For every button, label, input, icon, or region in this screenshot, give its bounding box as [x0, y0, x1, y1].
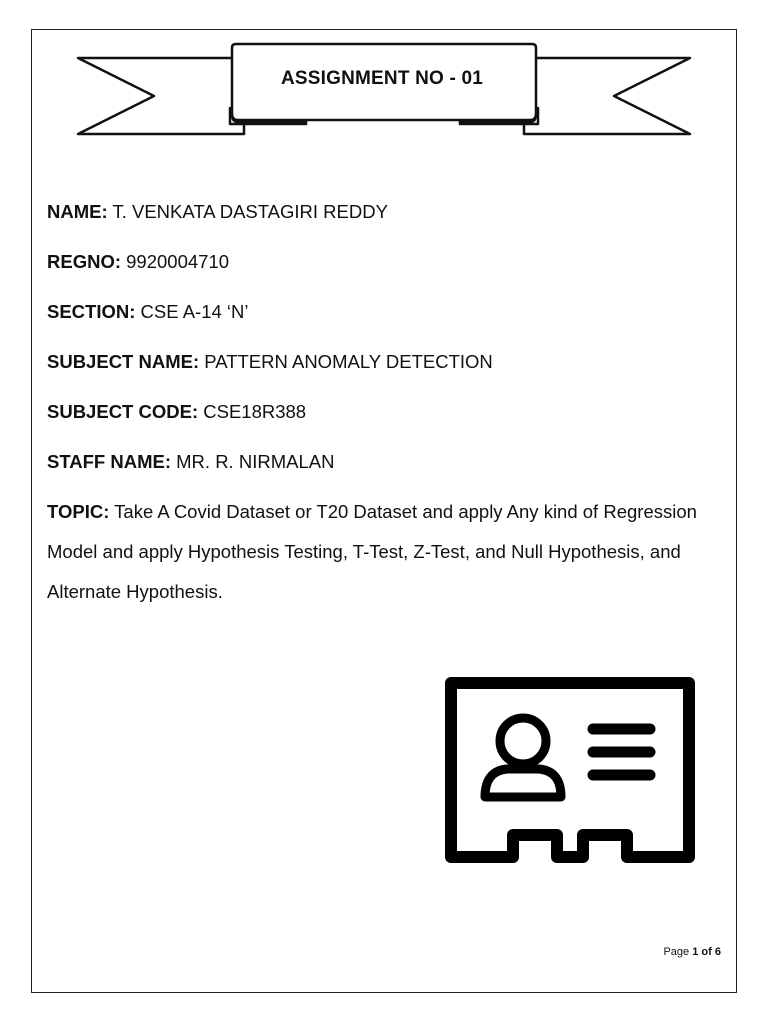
section-value: CSE A-14 ‘N’: [135, 301, 249, 322]
topic-label: TOPIC:: [47, 501, 110, 522]
topic-value: Take A Covid Dataset or T20 Dataset and apply Any kind of Regression Model and apply Hypothesis Testing, T-Test, Z-Test, and Null Hypothesis, and Alternate Hypothesis.: [47, 501, 697, 602]
student-details: [47, 198, 717, 612]
of-word: of: [701, 946, 712, 958]
page-number: [663, 946, 721, 958]
section-label: SECTION:: [47, 301, 136, 322]
regno-label: REGNO:: [47, 251, 121, 272]
regno-row: [47, 248, 717, 276]
staff-name-value: MR. R. NIRMALAN: [171, 451, 335, 472]
topic-row: [47, 492, 707, 612]
id-card-graphic: [445, 677, 695, 863]
name-label: NAME:: [47, 201, 108, 222]
current-page: 1: [692, 946, 699, 958]
subject-code-value: CSE18R388: [198, 401, 307, 422]
subject-name-row: [47, 348, 717, 376]
title-banner: [74, 40, 694, 140]
staff-name-label: STAFF NAME:: [47, 451, 171, 472]
subject-name-label: SUBJECT NAME:: [47, 351, 200, 372]
regno-value: 9920004710: [121, 251, 230, 272]
name-value: T. VENKATA DASTAGIRI REDDY: [107, 201, 388, 222]
ribbon-banner-shape: [74, 40, 694, 140]
page-word: Page: [663, 946, 690, 958]
subject-name-value: PATTERN ANOMALY DETECTION: [199, 351, 493, 372]
name-row: [47, 198, 717, 226]
subject-code-row: [47, 398, 717, 426]
section-row: [47, 298, 717, 326]
id-card-icon: [445, 677, 695, 863]
subject-code-label: SUBJECT CODE:: [47, 401, 199, 422]
assignment-title: ASSIGNMENT NO - 01: [280, 68, 484, 89]
total-pages: 6: [714, 946, 721, 958]
staff-name-row: [47, 448, 717, 476]
